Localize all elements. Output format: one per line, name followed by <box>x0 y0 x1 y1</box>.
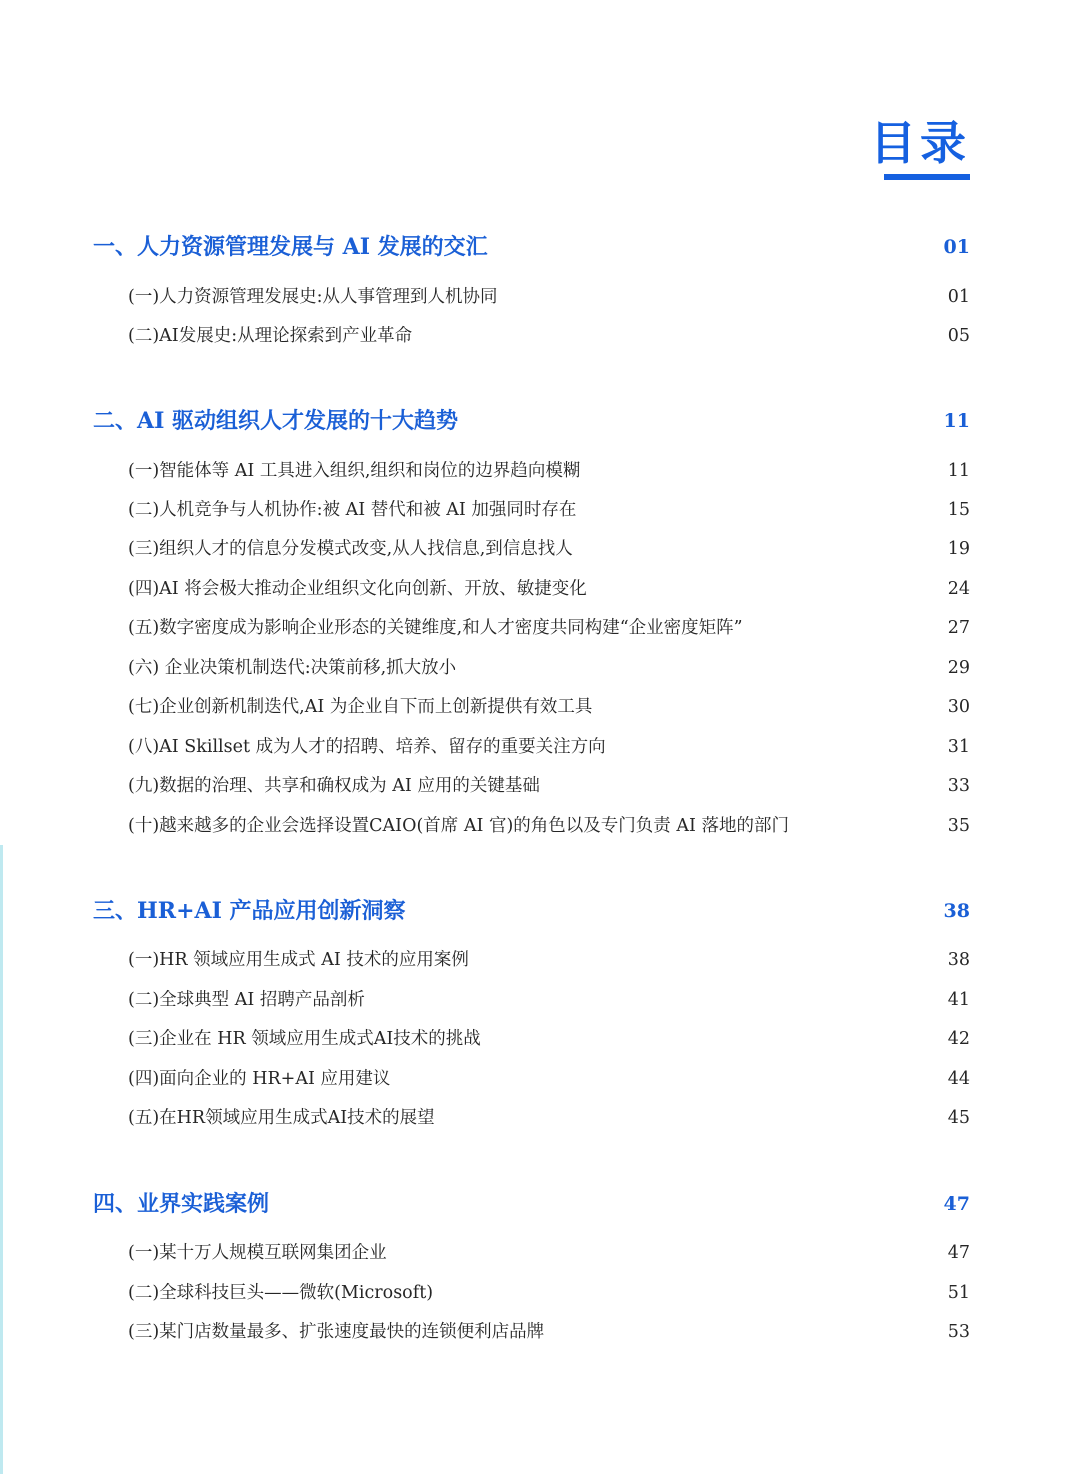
item-title: (三)企业在 HR 领域应用生成式AI技术的挑战 <box>128 1029 481 1049</box>
item-page-number: 41 <box>947 990 970 1010</box>
item-page-number: 42 <box>947 1029 970 1049</box>
item-page-number: 24 <box>947 579 970 599</box>
item-page-number: 33 <box>947 776 970 796</box>
toc-item[interactable] <box>0 495 1080 525</box>
item-title: (一)某十万人规模互联网集团企业 <box>128 1243 387 1263</box>
item-page-number: 38 <box>947 950 970 970</box>
toc-item[interactable] <box>0 945 1080 975</box>
item-title: (六) 企业决策机制迭代:决策前移,抓大放小 <box>128 658 457 678</box>
item-title: (一)人力资源管理发展史:从人事管理到人机协同 <box>128 287 498 307</box>
item-page-number: 01 <box>947 287 970 307</box>
toc-item[interactable] <box>0 613 1080 643</box>
item-page-number: 47 <box>947 1243 970 1263</box>
toc-item[interactable] <box>0 574 1080 604</box>
toc-item[interactable] <box>0 456 1080 486</box>
item-page-number: 51 <box>947 1283 970 1303</box>
section-title: 二、AI 驱动组织人才发展的十大趋势 <box>93 408 459 434</box>
item-title: (七)企业创新机制迭代,AI 为企业自下而上创新提供有效工具 <box>128 697 593 717</box>
item-title: (二)AI发展史:从理论探索到产业革命 <box>128 326 413 346</box>
item-title: (二)全球科技巨头——微软(Microsoft) <box>128 1283 434 1303</box>
toc-item[interactable] <box>0 1317 1080 1347</box>
toc-item[interactable] <box>0 1238 1080 1268</box>
toc-item[interactable] <box>0 1024 1080 1054</box>
toc-item[interactable] <box>0 771 1080 801</box>
toc-item[interactable] <box>0 534 1080 564</box>
toc-section-1[interactable] <box>0 232 1080 262</box>
toc-section-2[interactable] <box>0 406 1080 436</box>
item-title: (三)组织人才的信息分发模式改变,从人找信息,到信息找人 <box>128 539 573 559</box>
item-page-number: 31 <box>947 737 970 757</box>
toc-item[interactable] <box>0 282 1080 312</box>
toc-item[interactable] <box>0 692 1080 722</box>
item-page-number: 29 <box>947 658 970 678</box>
section-title: 三、HR+AI 产品应用创新洞察 <box>93 898 406 924</box>
item-page-number: 27 <box>947 618 970 638</box>
page-title: 目录 <box>870 116 970 170</box>
item-page-number: 05 <box>947 326 970 346</box>
item-title: (十)越来越多的企业会选择设置CAIO(首席 AI 官)的角色以及专门负责 AI 落地的部门 <box>128 816 789 836</box>
item-title: (四)AI 将会极大推动企业组织文化向创新、开放、敏捷变化 <box>128 579 587 599</box>
item-title: (二)全球典型 AI 招聘产品剖析 <box>128 990 365 1010</box>
section-page-number: 11 <box>943 410 970 432</box>
item-title: (五)数字密度成为影响企业形态的关键维度,和人才密度共同构建“企业密度矩阵” <box>128 618 743 638</box>
item-title: (一)HR 领域应用生成式 AI 技术的应用案例 <box>128 950 469 970</box>
toc-item[interactable] <box>0 653 1080 683</box>
item-page-number: 11 <box>947 461 970 481</box>
item-title: (四)面向企业的 HR+AI 应用建议 <box>128 1069 391 1089</box>
section-title: 四、业界实践案例 <box>93 1191 270 1217</box>
toc-item[interactable] <box>0 1278 1080 1308</box>
toc-item[interactable] <box>0 321 1080 351</box>
section-page-number: 38 <box>943 900 970 922</box>
item-page-number: 30 <box>947 697 970 717</box>
left-edge-stripe <box>0 845 3 1474</box>
item-title: (九)数据的治理、共享和确权成为 AI 应用的关键基础 <box>128 776 540 796</box>
toc-item[interactable] <box>0 732 1080 762</box>
toc-item[interactable] <box>0 1103 1080 1133</box>
section-page-number: 01 <box>943 236 970 258</box>
section-title: 一、人力资源管理发展与 AI 发展的交汇 <box>93 234 488 260</box>
title-underline <box>884 174 970 180</box>
toc-section-3[interactable] <box>0 896 1080 926</box>
item-page-number: 15 <box>947 500 970 520</box>
item-title: (一)智能体等 AI 工具进入组织,组织和岗位的边界趋向模糊 <box>128 461 581 481</box>
toc-item[interactable] <box>0 811 1080 841</box>
title-block <box>870 115 970 180</box>
item-page-number: 19 <box>947 539 970 559</box>
item-title: (五)在HR领域应用生成式AI技术的展望 <box>128 1108 435 1128</box>
toc-item[interactable] <box>0 1064 1080 1094</box>
section-page-number: 47 <box>943 1193 970 1215</box>
item-page-number: 44 <box>947 1069 970 1089</box>
item-title: (八)AI Skillset 成为人才的招聘、培养、留存的重要关注方向 <box>128 737 606 757</box>
item-page-number: 35 <box>947 816 970 836</box>
toc-item[interactable] <box>0 985 1080 1015</box>
item-page-number: 53 <box>947 1322 970 1342</box>
item-title: (三)某门店数量最多、扩张速度最快的连锁便利店品牌 <box>128 1322 545 1342</box>
item-page-number: 45 <box>947 1108 970 1128</box>
toc-section-4[interactable] <box>0 1189 1080 1219</box>
item-title: (二)人机竞争与人机协作:被 AI 替代和被 AI 加强同时存在 <box>128 500 577 520</box>
